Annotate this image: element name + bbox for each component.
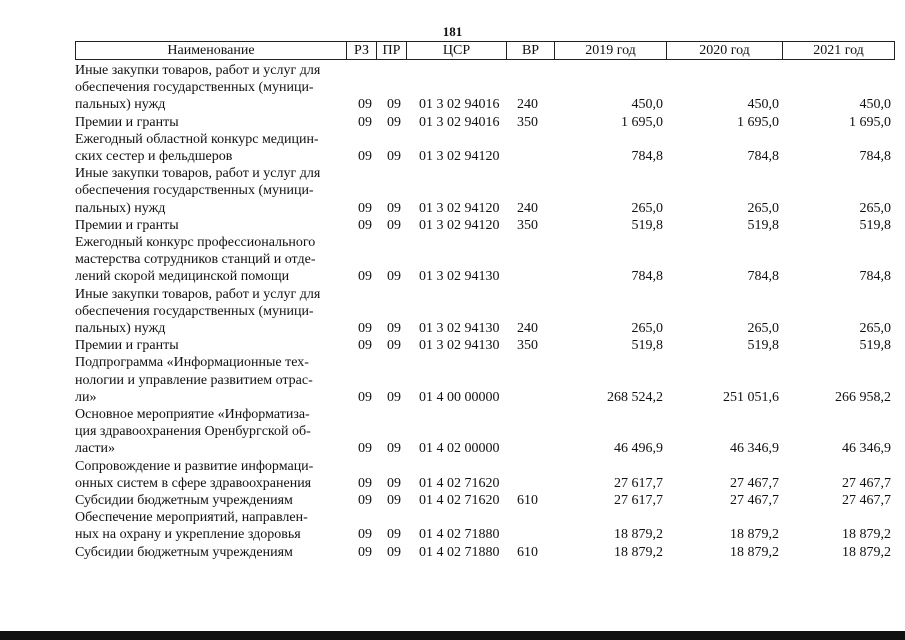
cell-name [75, 165, 347, 217]
cell-name-line: Иные закупки товаров, работ и услуг для [75, 166, 321, 182]
cell-name-line: ских сестер и фельдшеров [75, 149, 233, 165]
table-row [75, 406, 895, 458]
cell-2019: 27 617,7 [614, 493, 663, 509]
cell-2020: 46 346,9 [730, 441, 779, 457]
cell-2020: 251 051,6 [723, 389, 779, 405]
cell-2021: 27 467,7 [842, 475, 891, 491]
cell-rz: 09 [358, 114, 372, 130]
cell-name [75, 544, 347, 561]
header-csr: ЦСР [407, 41, 507, 60]
cell-2019: 268 524,2 [607, 389, 663, 405]
cell-rz: 09 [358, 527, 372, 543]
cell-name-line: Подпрограмма «Информационные тех- [75, 355, 309, 371]
cell-rz: 09 [358, 544, 372, 560]
cell-pr: 09 [387, 441, 401, 457]
cell-2021: 27 467,7 [842, 493, 891, 509]
cell-2019: 1 695,0 [621, 114, 663, 130]
cell-name-line: Субсидии бюджетным учреждениям [75, 493, 293, 509]
cell-2019: 784,8 [631, 149, 663, 165]
cell-name-line: пальных) нужд [75, 321, 166, 337]
cell-name-line: пальных) нужд [75, 97, 166, 113]
cell-name [75, 509, 347, 543]
cell-name-line: Обеспечение мероприятий, направлен- [75, 510, 308, 526]
cell-name-line: Основное мероприятие «Информатиза- [75, 407, 310, 423]
cell-name-line: ция здравоохранения Оренбургской об- [75, 424, 311, 440]
table-row [75, 337, 895, 354]
cell-name-line: Премии и гранты [75, 114, 179, 130]
cell-rz: 09 [358, 441, 372, 457]
page-number: 181 [442, 24, 463, 39]
cell-pr: 09 [387, 338, 401, 354]
cell-csr: 01 3 02 94120 [419, 200, 500, 216]
cell-rz: 09 [358, 475, 372, 491]
cell-2021: 18 879,2 [842, 544, 891, 560]
cell-name-line: Субсидии бюджетным учреждениям [75, 544, 293, 560]
cell-pr: 09 [387, 493, 401, 509]
cell-name-line: Премии и гранты [75, 217, 179, 233]
cell-2019: 18 879,2 [614, 544, 663, 560]
header-vr: ВР [507, 41, 555, 60]
cell-name-line: ли» [75, 389, 97, 405]
cell-2019: 18 879,2 [614, 527, 663, 543]
cell-name [75, 62, 347, 114]
cell-2021: 46 346,9 [842, 441, 891, 457]
cell-2020: 265,0 [747, 200, 779, 216]
cell-name-line: Ежегодный областной конкурс медицин- [75, 131, 319, 147]
cell-2020: 519,8 [747, 338, 779, 354]
cell-2021: 519,8 [859, 338, 891, 354]
cell-2021: 1 695,0 [849, 114, 891, 130]
table-row [75, 544, 895, 561]
table-header [75, 41, 895, 60]
cell-2020: 27 467,7 [730, 493, 779, 509]
cell-csr: 01 3 02 94120 [419, 149, 500, 165]
cell-name [75, 492, 347, 509]
cell-name-line: ных на охрану и укрепление здоровья [75, 527, 301, 543]
cell-csr: 01 3 02 94016 [419, 114, 500, 130]
cell-pr: 09 [387, 200, 401, 216]
table-row [75, 234, 895, 286]
bottom-rule [0, 631, 905, 640]
cell-2019: 519,8 [631, 338, 663, 354]
table-row [75, 165, 895, 217]
cell-2020: 784,8 [747, 269, 779, 285]
cell-pr: 09 [387, 544, 401, 560]
cell-rz: 09 [358, 338, 372, 354]
table-row [75, 114, 895, 131]
header-2019: 2019 год [555, 41, 667, 60]
header-pr: ПР [377, 41, 407, 60]
cell-name-line: мастерства сотрудников станций и отде- [75, 252, 316, 268]
cell-rz: 09 [358, 200, 372, 216]
cell-pr: 09 [387, 217, 401, 233]
cell-2021: 266 958,2 [835, 389, 891, 405]
cell-2020: 18 879,2 [730, 544, 779, 560]
cell-vr: 350 [517, 217, 538, 233]
cell-name-line: Иные закупки товаров, работ и услуг для [75, 63, 321, 78]
table-row [75, 62, 895, 114]
table-row [75, 354, 895, 406]
cell-2021: 784,8 [859, 149, 891, 165]
cell-pr: 09 [387, 527, 401, 543]
cell-name-line: онных систем в сфере здравоохранения [75, 475, 312, 491]
cell-vr: 610 [517, 544, 538, 560]
cell-pr: 09 [387, 149, 401, 165]
cell-2020: 784,8 [747, 149, 779, 165]
cell-name-line: пальных) нужд [75, 200, 166, 216]
cell-csr: 01 3 02 94120 [419, 217, 500, 233]
cell-vr: 240 [517, 321, 538, 337]
cell-2021: 784,8 [859, 269, 891, 285]
cell-name [75, 131, 347, 165]
cell-csr: 01 3 02 94130 [419, 321, 500, 337]
table-row [75, 131, 895, 165]
table-body [75, 62, 895, 561]
table-row [75, 286, 895, 338]
cell-name [75, 114, 347, 131]
cell-2021: 519,8 [859, 217, 891, 233]
header-2021: 2021 год [783, 41, 895, 60]
cell-rz: 09 [358, 97, 372, 113]
cell-csr: 01 4 02 71880 [419, 544, 500, 560]
cell-2020: 519,8 [747, 217, 779, 233]
cell-name [75, 217, 347, 234]
cell-name-line: обеспечения государственных (муници- [75, 303, 314, 319]
cell-pr: 09 [387, 389, 401, 405]
cell-name [75, 354, 347, 406]
cell-name [75, 234, 347, 286]
cell-csr: 01 3 02 94016 [419, 97, 500, 113]
cell-2020: 450,0 [747, 97, 779, 113]
cell-name-line: Сопровождение и развитие информаци- [75, 458, 314, 474]
cell-vr: 610 [517, 493, 538, 509]
table-row [75, 509, 895, 543]
table-row [75, 458, 895, 492]
cell-pr: 09 [387, 114, 401, 130]
cell-csr: 01 4 00 00000 [419, 389, 500, 405]
cell-2019: 450,0 [631, 97, 663, 113]
cell-pr: 09 [387, 475, 401, 491]
header-name: Наименование [75, 41, 347, 60]
cell-2020: 18 879,2 [730, 527, 779, 543]
cell-name-line: лений скорой медицинской помощи [75, 269, 290, 285]
cell-pr: 09 [387, 97, 401, 113]
cell-vr: 240 [517, 97, 538, 113]
cell-2021: 450,0 [859, 97, 891, 113]
cell-name [75, 286, 347, 338]
cell-2019: 784,8 [631, 269, 663, 285]
cell-csr: 01 3 02 94130 [419, 338, 500, 354]
cell-name-line: обеспечения государственных (муници- [75, 80, 314, 96]
cell-csr: 01 4 02 71620 [419, 493, 500, 509]
header-2020: 2020 год [667, 41, 783, 60]
cell-name-line: Иные закупки товаров, работ и услуг для [75, 286, 321, 302]
cell-name-line: нологии и управление развитием отрас- [75, 372, 313, 388]
cell-2021: 18 879,2 [842, 527, 891, 543]
cell-2021: 265,0 [859, 321, 891, 337]
cell-2020: 1 695,0 [737, 114, 779, 130]
cell-rz: 09 [358, 269, 372, 285]
cell-rz: 09 [358, 493, 372, 509]
cell-rz: 09 [358, 217, 372, 233]
cell-rz: 09 [358, 149, 372, 165]
cell-rz: 09 [358, 321, 372, 337]
cell-name [75, 406, 347, 458]
cell-2019: 46 496,9 [614, 441, 663, 457]
cell-name [75, 458, 347, 492]
header-rz: РЗ [347, 41, 377, 60]
cell-vr: 350 [517, 338, 538, 354]
cell-2019: 265,0 [631, 321, 663, 337]
cell-name-line: ласти» [75, 441, 116, 457]
cell-csr: 01 4 02 00000 [419, 441, 500, 457]
cell-2020: 27 467,7 [730, 475, 779, 491]
cell-2019: 265,0 [631, 200, 663, 216]
cell-name [75, 337, 347, 354]
cell-name-line: Ежегодный конкурс профессионального [75, 235, 316, 251]
cell-vr: 350 [517, 114, 538, 130]
cell-vr: 240 [517, 200, 538, 216]
cell-pr: 09 [387, 321, 401, 337]
cell-csr: 01 4 02 71620 [419, 475, 500, 491]
cell-csr: 01 4 02 71880 [419, 527, 500, 543]
cell-rz: 09 [358, 389, 372, 405]
cell-name-line: обеспечения государственных (муници- [75, 183, 314, 199]
cell-name-line: Премии и гранты [75, 338, 179, 354]
cell-2021: 265,0 [859, 200, 891, 216]
cell-2019: 519,8 [631, 217, 663, 233]
cell-csr: 01 3 02 94130 [419, 269, 500, 285]
cell-2020: 265,0 [747, 321, 779, 337]
cell-2019: 27 617,7 [614, 475, 663, 491]
table-row [75, 492, 895, 509]
table-row [75, 217, 895, 234]
cell-pr: 09 [387, 269, 401, 285]
